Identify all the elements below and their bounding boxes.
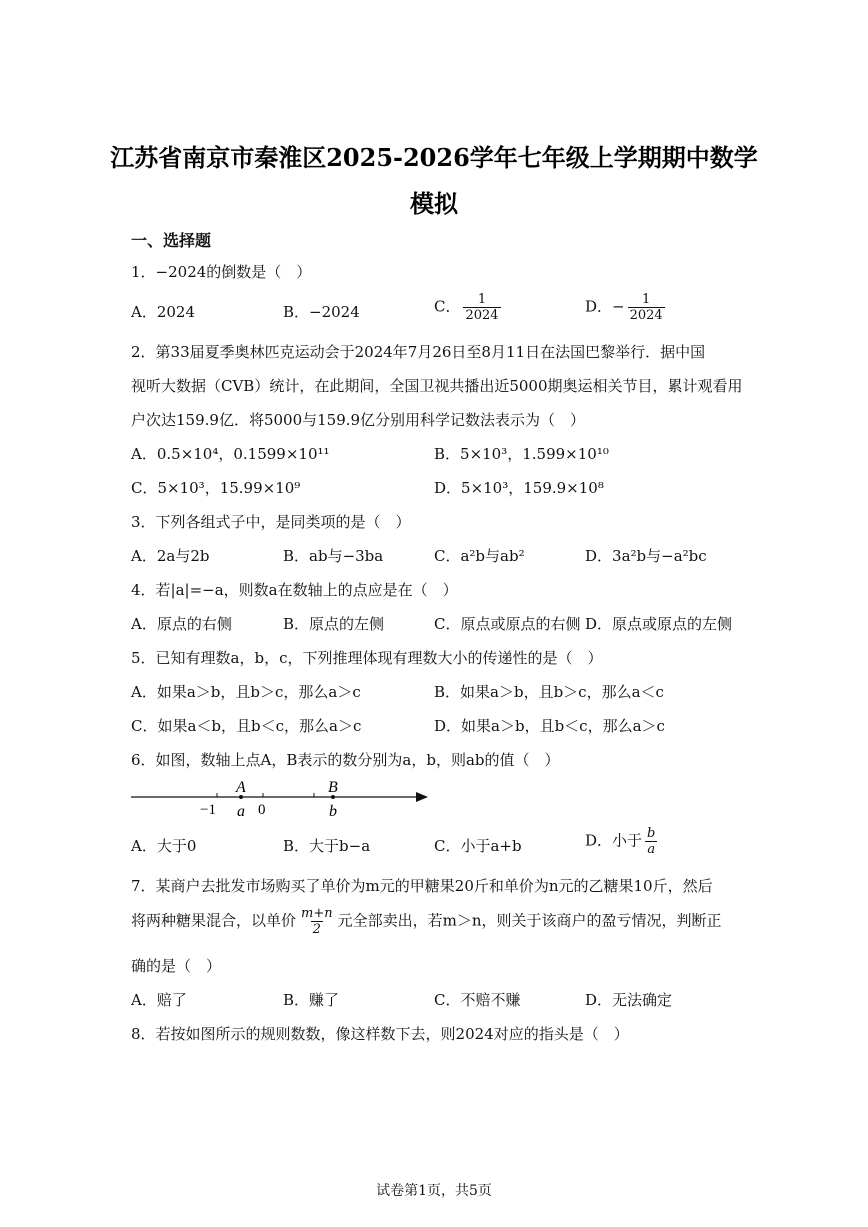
question-2-line-2: 视听大数据（CVB）统计，在此期间，全国卫视共播出近5000期奥运相关节目，累计观看用	[131, 377, 743, 395]
point-a-value: a	[237, 803, 245, 820]
q3-option-a: A．2a与2b	[131, 547, 210, 565]
arrow-head-icon	[416, 792, 428, 802]
page-title: 江苏省南京市秦淮区2025-2026学年七年级上学期期中数学	[110, 143, 758, 172]
q7-option-b: B．赚了	[283, 991, 340, 1009]
q1-option-b: B．−2024	[283, 303, 360, 321]
q5-option-d: D．如果a＞b，且b＜c，那么a＞c	[434, 717, 665, 735]
question-8-stem: 8．若按如图所示的规则数数，像这样数下去，则2024对应的指头是（ ）	[131, 1025, 629, 1043]
q1-option-c	[434, 292, 504, 323]
q5-option-b: B．如果a＞b，且b＞c，那么a＜c	[434, 683, 664, 701]
q6-option-c: C．小于a+b	[434, 837, 522, 855]
fraction-denominator: 2024	[629, 308, 663, 323]
fraction-numerator: b	[647, 826, 656, 841]
q6-option-d-fraction	[645, 826, 657, 857]
q4-option-b: B．原点的左侧	[283, 615, 385, 633]
question-3-stem: 3．下列各组式子中，是同类项的是（ ）	[131, 513, 411, 531]
q4-option-d: D．原点或原点的左侧	[585, 615, 733, 633]
fraction-denominator: 2	[312, 922, 321, 937]
page-title-continued: 模拟	[410, 189, 458, 218]
point-b-value: b	[329, 803, 337, 820]
q1-option-d-fraction	[628, 292, 665, 323]
q4-option-c: C．原点或原点的右侧	[434, 615, 581, 633]
q5-option-a: A．如果a＞b，且b＞c，那么a＞c	[131, 683, 361, 701]
q4-option-a: A．原点的右侧	[131, 615, 232, 633]
question-2-line-3: 户次达159.9亿．将5000与159.9亿分别用科学记数法表示为（ ）	[131, 411, 586, 429]
section-heading: 一、选择题	[131, 231, 212, 250]
q7-option-c: C．不赔不赚	[434, 991, 521, 1009]
question-4-stem: 4．若|a|=−a，则数a在数轴上的点应是在（ ）	[131, 581, 458, 599]
q7-line-2-start: 将两种糖果混合，以单价	[131, 911, 297, 930]
q6-option-a: A．大于0	[131, 837, 197, 855]
q7-option-a: A．赔了	[131, 991, 187, 1009]
q1-option-c-fraction	[463, 292, 500, 323]
q6-option-d	[585, 826, 660, 857]
q6-option-b: B．大于b−a	[283, 837, 371, 855]
fraction-numerator: 1	[642, 292, 651, 307]
fraction-numerator: 1	[477, 292, 487, 307]
q2-option-a: A．0.5×10⁴，0.1599×10¹¹	[131, 445, 330, 463]
q7-price-fraction	[299, 906, 335, 937]
q7-option-d: D．无法确定	[585, 991, 673, 1009]
q1-option-d	[585, 292, 668, 323]
q2-option-c: C．5×10³，15.99×10⁹	[131, 479, 301, 497]
q3-option-d: D．3a²b与−a²bc	[585, 547, 707, 565]
question-2-line-1: 2．第33届夏季奥林匹克运动会于2024年7月26日至8月11日在法国巴黎举行．据中国	[131, 343, 706, 361]
question-5-stem: 5．已知有理数a，b，c，下列推理体现有理数大小的传递性的是（ ）	[131, 649, 603, 667]
question-7-line-2	[131, 906, 722, 937]
fraction-denominator: a	[647, 842, 656, 857]
q2-option-d: D．5×10³，159.9×10⁸	[434, 479, 604, 497]
q3-option-b: B．ab与−3ba	[283, 547, 384, 565]
question-6-stem: 6．如图，数轴上点A，B表示的数分别为a，b，则ab的值（ ）	[131, 751, 560, 769]
q1-option-c-prefix: C．	[434, 297, 461, 316]
q1-option-a: A．2024	[131, 303, 196, 321]
point-b-label: B	[328, 779, 338, 796]
page-footer: 试卷第1页，共5页	[376, 1183, 492, 1199]
question-1-stem: 1．−2024的倒数是（ ）	[131, 263, 312, 281]
q1-option-d-prefix: D．−	[585, 297, 625, 316]
q2-option-b: B．5×10³，1.599×10¹⁰	[434, 445, 609, 463]
q6-option-d-prefix: D．小于	[585, 831, 643, 850]
tick-label-zero: 0	[258, 802, 266, 818]
point-a-label: A	[236, 779, 246, 796]
question-7-line-1: 7．某商户去批发市场购买了单价为m元的甲糖果20斤和单价为n元的乙糖果10斤，然后	[131, 877, 713, 895]
question-7-line-3: 确的是（ ）	[131, 957, 222, 975]
tick-label-minus-one: −1	[200, 802, 216, 818]
q3-option-c: C．a²b与ab²	[434, 547, 525, 565]
fraction-denominator: 2024	[465, 308, 499, 323]
number-line-figure	[128, 776, 438, 824]
fraction-numerator: m+n	[301, 906, 333, 921]
q7-line-2-end: 元全部卖出，若m＞n，则关于该商户的盈亏情况，判断正	[337, 911, 722, 930]
q5-option-c: C．如果a＜b，且b＜c，那么a＞c	[131, 717, 362, 735]
